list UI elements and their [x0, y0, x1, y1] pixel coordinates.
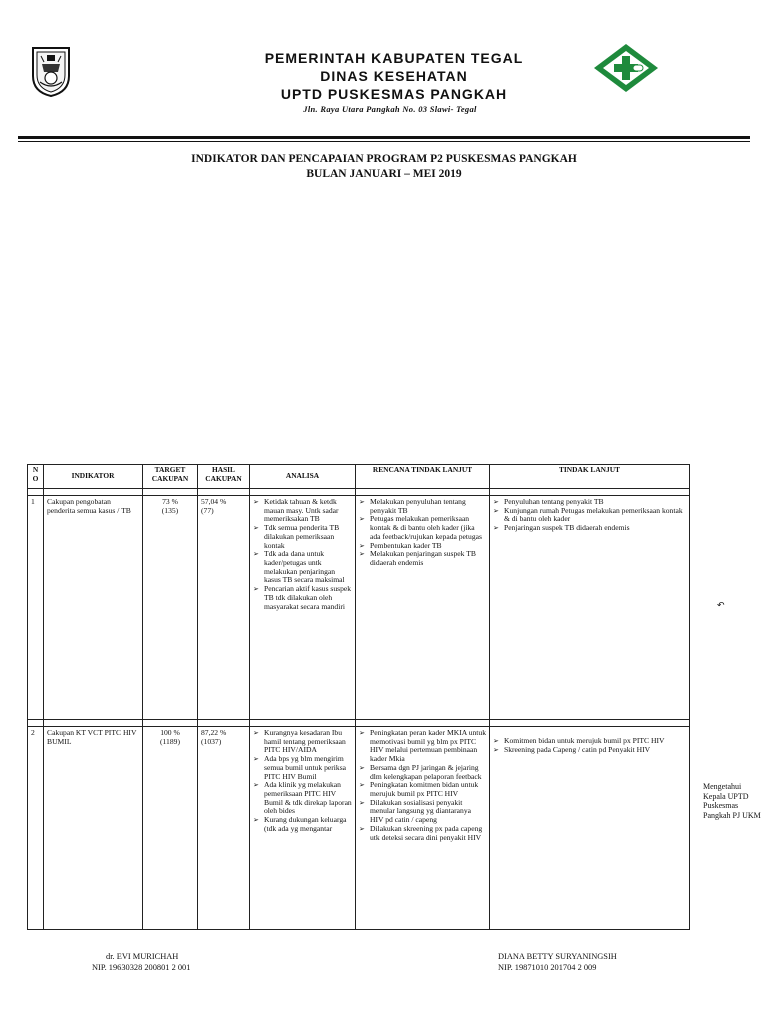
header-address: Jln. Raya Utara Pangkah No. 03 Slawi- Tegal	[303, 104, 477, 114]
row-analisa	[250, 496, 356, 720]
rencana-list	[359, 498, 486, 568]
rencana-list	[359, 729, 486, 842]
analisa-item: ➢ Kurangnya kesadaran Ibu hamil tentang pemeriksaan PITC HIV/AIDA	[253, 729, 352, 755]
row-target	[143, 727, 198, 930]
row-hasil	[198, 496, 250, 720]
header-rule-thin	[18, 141, 750, 142]
row-tindak	[490, 727, 690, 930]
analisa-item: ➢ Pencarian aktif kasus suspek TB tdk dilakukan oleh masyarakat secara mandiri	[253, 585, 352, 611]
col-header-no: N O	[28, 465, 44, 489]
analisa-item: ➢ Tdk ada dana untuk kader/petugas untk melakukan penjaringan kasus TB secara maksimal	[253, 550, 352, 585]
rencana-item: ➢ Dilakukan sosialisasi penyakit menular langsung yg diantaranya HIV pd catin / capeng	[359, 799, 486, 825]
rencana-clip	[359, 729, 486, 927]
header-line-1: PEMERINTAH KABUPATEN TEGAL	[264, 50, 524, 66]
table-spacer-row	[28, 720, 690, 727]
signature-left-name: dr. EVI MURICHAH	[106, 952, 179, 961]
row-hasil-percent: 87,22 %	[201, 728, 227, 737]
row-no: 1	[28, 496, 44, 720]
row-rencana	[356, 496, 490, 720]
col-header-indikator: INDIKATOR	[44, 465, 143, 489]
document-title: INDIKATOR DAN PENCAPAIAN PROGRAM P2 PUSKESMAS PANGKAH	[191, 153, 577, 165]
col-header-tindak: TINDAK LANJUT	[490, 465, 690, 489]
row-hasil	[198, 727, 250, 930]
row-target	[143, 496, 198, 720]
signature-right-nip: NIP. 19871010 201704 2 009	[498, 962, 597, 972]
rencana-item: ➢ Peningkatan peran kader MKIA untuk memotivasi bumil yg blm px PITC HIV melalui pertemuan pembinaan kader Mkia	[359, 729, 486, 764]
row-analisa	[250, 727, 356, 930]
row-no: 2	[28, 727, 44, 930]
document-subtitle: BULAN JANUARI – MEI 2019	[306, 168, 462, 180]
analisa-item: ➢ Ketidak tahuan & ketdk mauan masy. Untk sadar memeriksakan TB	[253, 498, 352, 524]
tindak-item: ➢ Kunjungan rumah Petugas melakukan pemeriksaan kontak & di bantu oleh kader	[493, 507, 686, 524]
analisa-item: ➢ Ada klinik yg melakukan pemeriksaan PITC HIV Bumil & tdk direkap laporan oleh bides	[253, 781, 352, 816]
side-note: Mengetahui Kepala UPTD Puskesmas Pangkah PJ UKM	[703, 782, 761, 820]
row-hasil-count: (1037)	[201, 736, 222, 746]
header-rule-thick	[18, 136, 750, 139]
analisa-item: ➢ Tdk semua penderita TB dilakukan pemeriksaan kontak	[253, 524, 352, 550]
col-header-analisa: ANALISA	[250, 465, 356, 489]
analisa-list	[253, 729, 352, 834]
col-header-rencana: RENCANA TINDAK LANJUT	[356, 465, 490, 489]
row-target-percent: 100 %	[160, 728, 180, 737]
analisa-item: ➢ Kurang dukungan keluarga (tdk ada yg mengantar	[253, 816, 352, 833]
puskesmas-logo-icon	[592, 42, 660, 94]
signature-left-nip: NIP. 19630328 200801 2 001	[92, 962, 191, 972]
header-line-2: DINAS KESEHATAN	[320, 68, 468, 84]
indicator-table	[27, 464, 690, 930]
tindak-list	[493, 498, 686, 533]
rencana-item: ➢ Petugas melakukan pemeriksaan kontak & di bantu oleh kader (jika ada feetback/rujukan kepada petugas	[359, 515, 486, 541]
row-target-count: (1189)	[160, 736, 180, 746]
table-header-row	[28, 465, 690, 489]
row-indikator: Cakupan pengobatan penderita semua kasus / TB	[44, 496, 143, 720]
row-target-count: (135)	[161, 505, 179, 515]
signature-right-name: DIANA BETTY SURYANINGSIH	[498, 952, 617, 961]
table-spacer-row	[28, 489, 690, 496]
rencana-item: ➢ Dilakukan skreening px pada capeng utk deteksi secara dini penyakit HIV	[359, 825, 486, 842]
rencana-item: ➢ Pembentukan kader TB	[359, 542, 486, 551]
signature-left	[92, 952, 190, 974]
row-hasil-percent: 57,04 %	[201, 497, 227, 506]
col-header-hasil: HASIL CAKUPAN	[198, 465, 250, 489]
row-tindak	[490, 496, 690, 720]
analisa-clip	[253, 729, 352, 927]
tindak-item: ➢ Komitmen bidan untuk merujuk bumil px PITC HIV	[493, 737, 686, 746]
row-hasil-count: (77)	[201, 505, 214, 515]
rencana-item: ➢ Bersama dgn PJ jaringan & jejaring dlm kelengkapan pelaporan feetback	[359, 764, 486, 781]
analisa-item: ➢ Ada bps yg blm mengirim semua bumil untuk periksa PITC HIV Bumil	[253, 755, 352, 781]
analisa-list	[253, 498, 352, 611]
row-rencana	[356, 727, 490, 930]
tindak-item: ➢ Skreening pada Capeng / catin pd Penyakit HIV	[493, 746, 686, 755]
rencana-item: ➢ Melakukan penyuluhan tentang penyakit TB	[359, 498, 486, 515]
rencana-item: ➢ Melakukan penjaringan suspek TB didaerah endemis	[359, 550, 486, 567]
tindak-item: ➢ Penjaringan suspek TB didaerah endemis	[493, 524, 686, 533]
table-row	[28, 727, 690, 930]
rencana-item: ➢ Peningkatan komitmen bidan untuk merujuk bumil px PITC HIV	[359, 781, 486, 798]
header-line-3: UPTD PUSKESMAS PANGKAH	[280, 86, 508, 102]
table-row	[28, 496, 690, 720]
col-header-target: TARGET CAKUPAN	[143, 465, 198, 489]
row-target-percent: 73 %	[162, 497, 178, 506]
row-indikator: Cakupan KT VCT PITC HIV BUMIL	[44, 727, 143, 930]
small-mark-icon: ↶	[717, 601, 725, 611]
signature-right	[498, 952, 617, 974]
tindak-item: ➢ Penyuluhan tentang penyakit TB	[493, 498, 686, 507]
tindak-list	[493, 737, 686, 754]
